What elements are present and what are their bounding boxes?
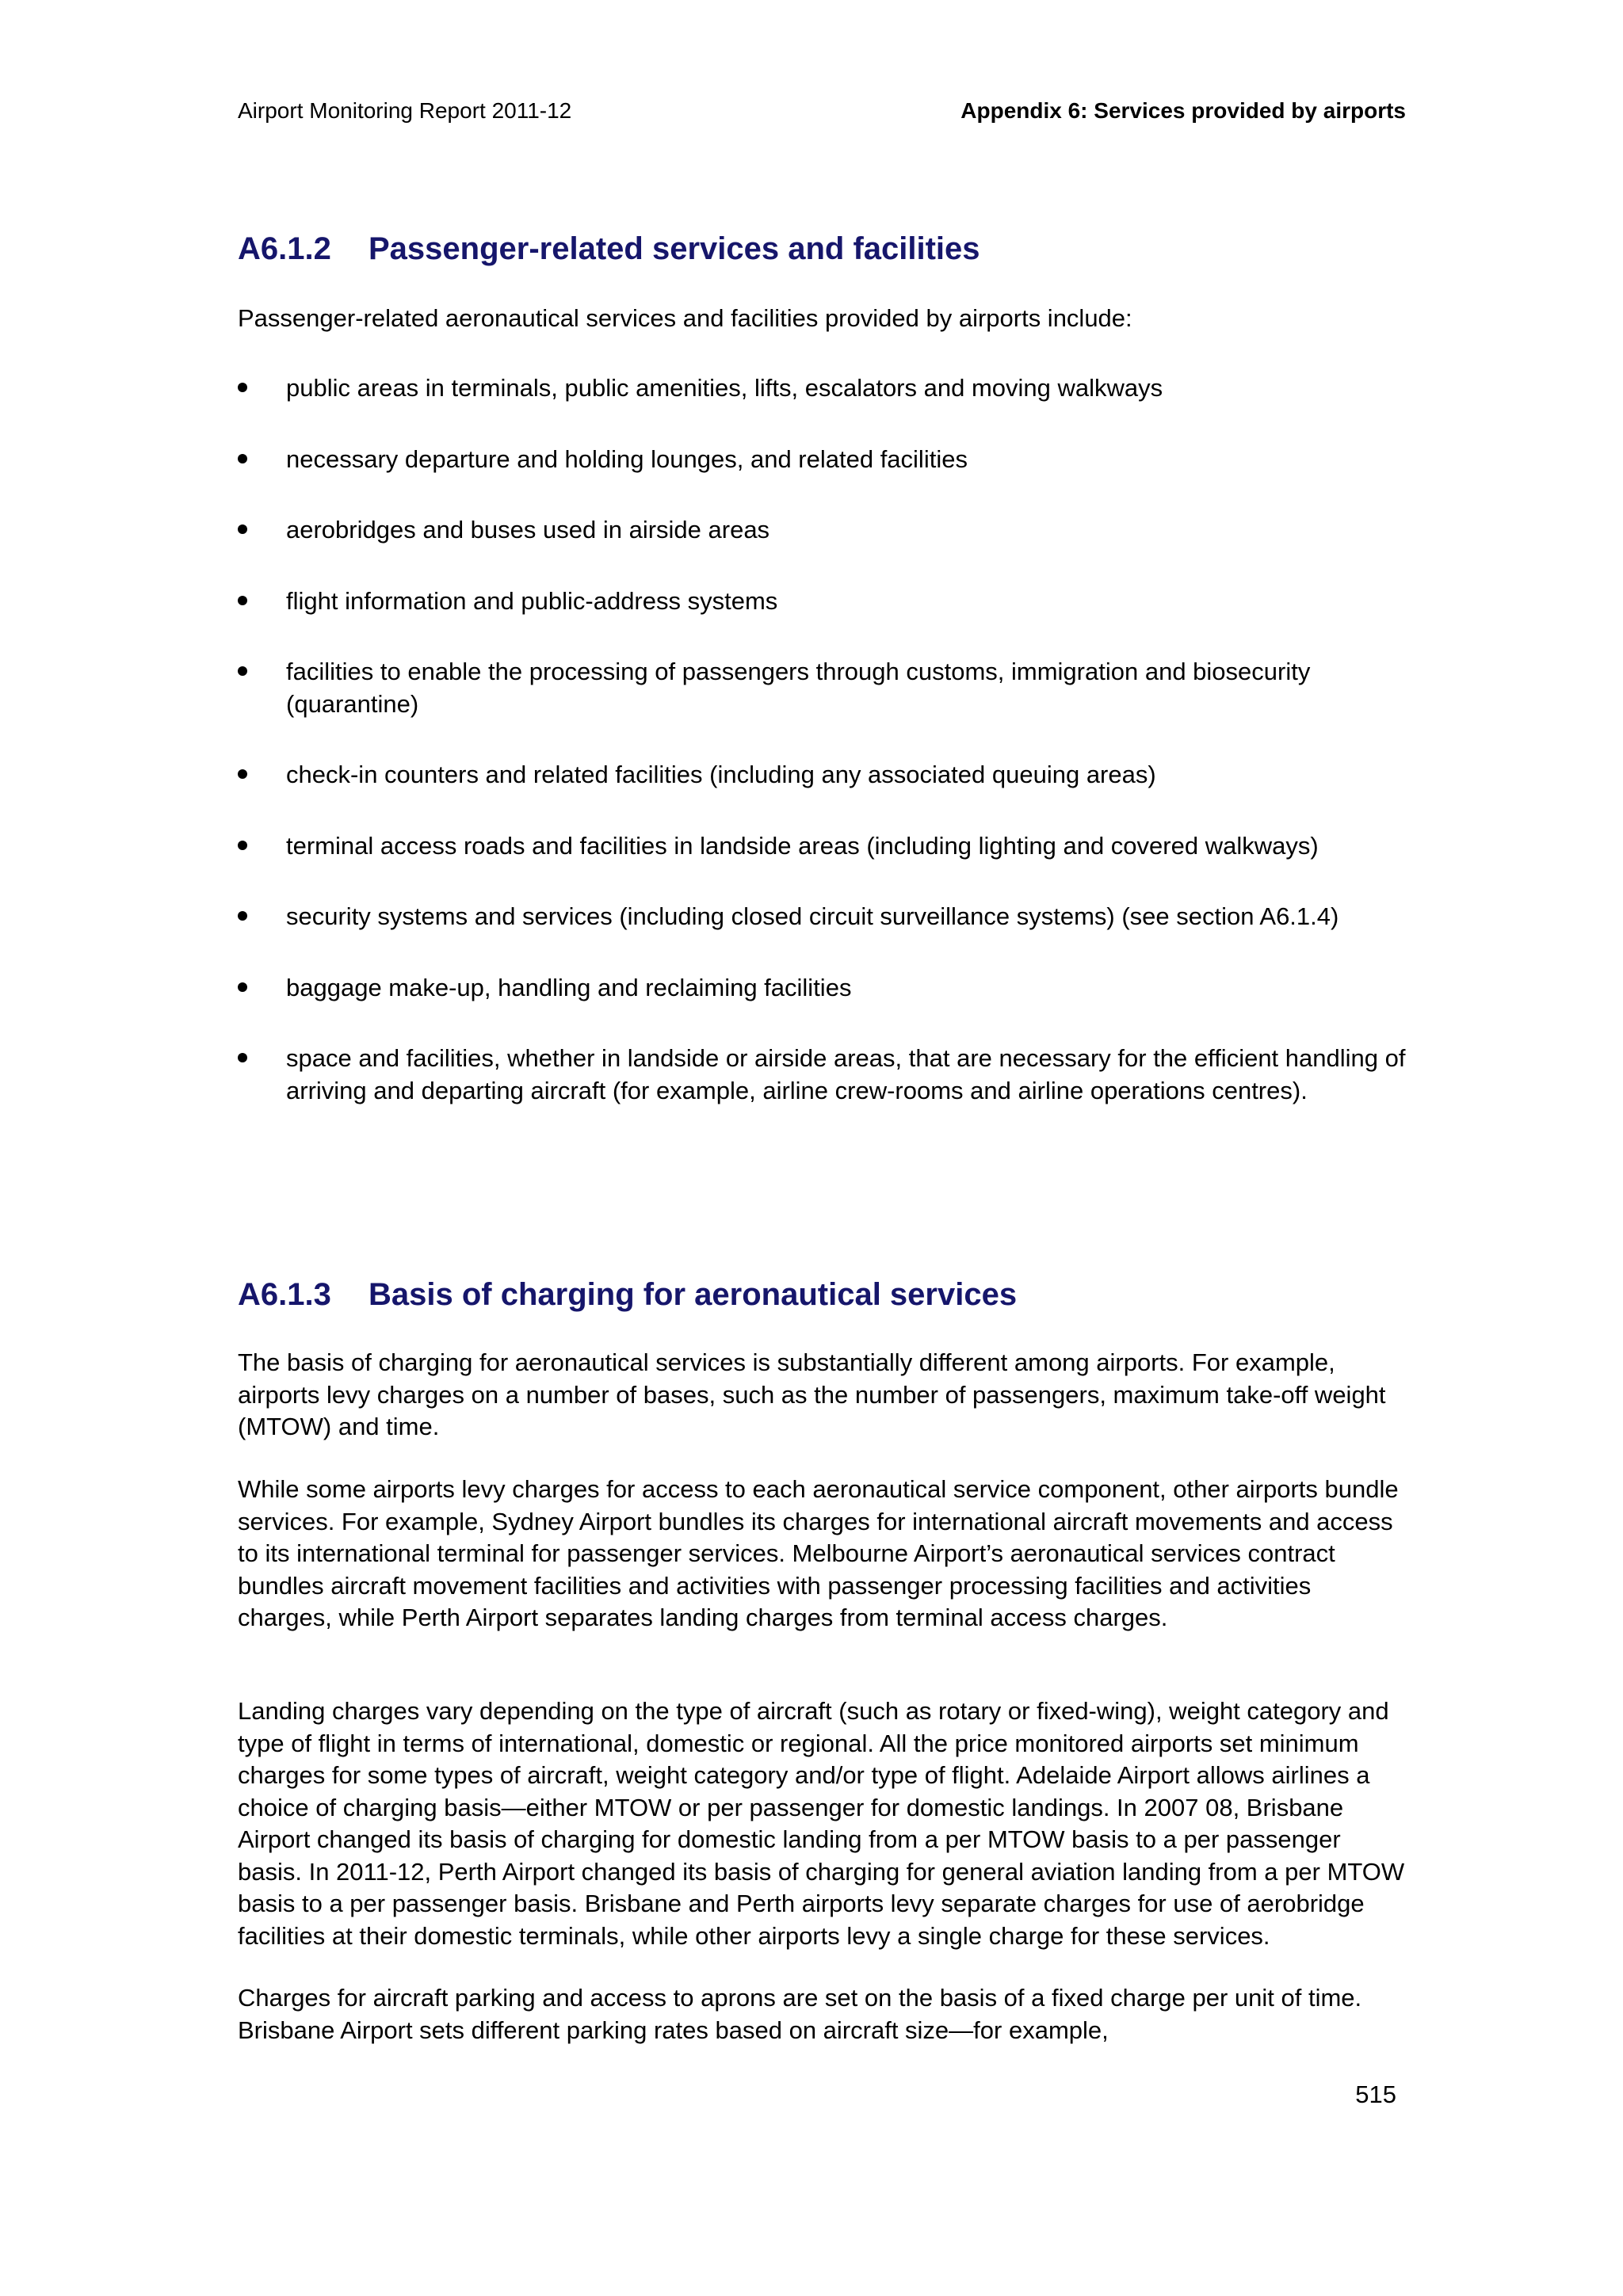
bullet-icon (238, 911, 247, 921)
list-item-text: aerobridges and buses used in airside areas (286, 516, 770, 543)
list-item (238, 830, 1406, 863)
bullet-icon (238, 982, 247, 992)
list-item (238, 514, 1406, 547)
bullet-icon (238, 454, 247, 463)
report-title: Airport Monitoring Report 2011-12 (238, 98, 572, 123)
bullet-icon (238, 383, 247, 392)
bullet-icon (238, 524, 247, 534)
section-heading-a6-1-3 (238, 1276, 1406, 1314)
list-item-text: flight information and public-address systems (286, 586, 778, 615)
section-heading-a6-1-2 (238, 230, 1406, 268)
list-item-text: check-in counters and related facilities (including any associated queuing areas) (286, 761, 1156, 788)
list-item-text: necessary departure and holding lounges, and related facilities (286, 444, 968, 473)
page-number: 515 (1355, 2081, 1396, 2108)
paragraph: The basis of charging for aeronautical services is substantially different among airports. For example, airports levy charges on a number of bases, such as the number of passengers, maximum take-off weight (MTOW) and time. (238, 1348, 1386, 1440)
paragraph: Charges for aircraft parking and access to aprons are set on the basis of a fixed charge per unit of time. Brisbane Airport sets different parking rates based on aircraft size—for example, (238, 1984, 1362, 2044)
paragraph: While some airports levy charges for access to each aeronautical service component, other airports bundle services. For example, Sydney Airport bundles its charges for international aircraft movements and access to its international terminal for passenger services. Melbourne Airport’s aeronautical services contract bundles aircraft movement facilities and activities with passenger processing facilities and activities charges, while Perth Airport separates landing charges from terminal access charges. (238, 1475, 1399, 1631)
list-item-text: terminal access roads and facilities in landside areas (including lighting and covered walkways) (286, 831, 1319, 860)
list-item (238, 972, 1406, 1005)
paragraph: Landing charges vary depending on the type of aircraft (such as rotary or fixed-wing), weight category and type of flight in terms of international, domestic or regional. All the price monitored airports set minimum charges for some types of aircraft, weight category and/or type of flight. Adelaide Airport allows airlines a choice of charging basis—either MTOW or per passenger for domestic landings. In 2007 08, Brisbane Airport changed its basis of charging for domestic landing from a per MTOW basis to a per passenger basis. In 2011-12, Perth Airport changed its basis of charging for general aviation landing from a per MTOW basis to a per passenger basis. Brisbane and Perth airports levy separate charges for use of aerobridge facilities at their domestic terminals, while other airports levy a single charge for these services. (238, 1697, 1405, 1950)
list-item (238, 901, 1406, 933)
list-item-text: facilities to enable the processing of passengers through customs, immigration and biosecurity (quarantine) (286, 658, 1311, 718)
bullet-icon (238, 769, 247, 779)
bullet-icon (238, 841, 247, 850)
bullet-icon (238, 596, 247, 605)
list-item (238, 585, 1406, 618)
list-item (238, 1043, 1406, 1107)
bullet-icon (238, 1053, 247, 1062)
section-number: A6.1.3 (238, 1277, 331, 1312)
section-title: Passenger-related services and facilities (369, 231, 980, 266)
list-item-text: public areas in terminals, public amenities, lifts, escalators and moving walkways (286, 374, 1163, 402)
list-item-text: space and facilities, whether in landside or airside areas, that are necessary for the efficient handling of arriving and departing aircraft (for example, airline crew-rooms and airline operations centres). (286, 1044, 1406, 1104)
list-item (238, 656, 1406, 720)
bullet-icon (238, 666, 247, 676)
appendix-title: Appendix 6: Services provided by airports (960, 98, 1406, 123)
running-header (238, 97, 1406, 128)
section-intro: Passenger-related aeronautical services and facilities provided by airports include: (238, 304, 1132, 332)
section-number: A6.1.2 (238, 231, 331, 266)
list-item-text: baggage make-up, handling and reclaiming facilities (286, 973, 852, 1001)
list-item (238, 444, 1406, 476)
list-item-text: security systems and services (including closed circuit surveillance systems) (see section A6.1.4) (286, 902, 1339, 930)
section-title: Basis of charging for aeronautical services (369, 1277, 1018, 1312)
list-item (238, 372, 1406, 405)
list-item (238, 759, 1406, 791)
services-bullet-list (238, 372, 1406, 1146)
